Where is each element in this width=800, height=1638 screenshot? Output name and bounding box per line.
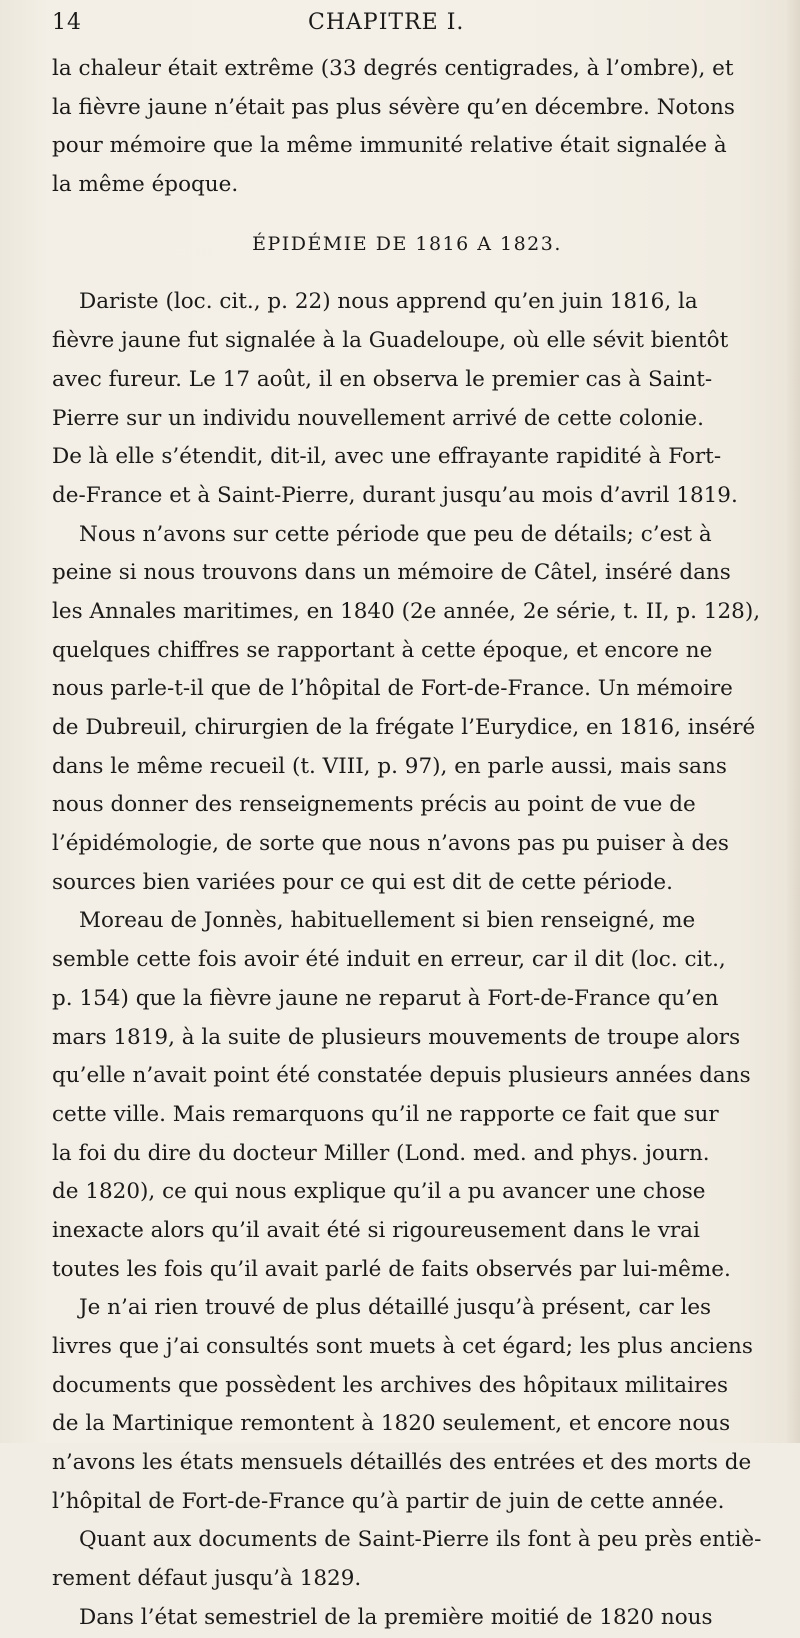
body-line: rement défaut jusqu’à 1829. [52,1566,362,1592]
body-line: la fièvre jaune n’était pas plus sévère qu’en décembre. Notons [52,94,735,120]
body-line: cette ville. Mais remarquons qu’il ne rapporte ce fait que sur [52,1101,719,1127]
body-line: de Dubreuil, chirurgien de la frégate l’Eurydice, en 1816, inséré [52,715,756,740]
body-line: de 1820), ce qui nous explique qu’il a pu avancer une chose [52,1179,706,1205]
body-line: De là elle s’étendit, dit-il, avec une effrayante rapidité à Fort- [52,444,722,470]
page-number: 14 [52,10,82,35]
paragraph-first-line: Dariste (loc. cit., p. 22) nous apprend qu’en juin 1816, la [79,289,698,315]
body-line: nous parle-t-il que de l’hôpital de Fort-de-France. Un mémoire [52,676,733,702]
section-title: ÉPIDÉMIE DE 1816 A 1823. [252,232,562,255]
paragraph-first-line: Dans l’état semestriel de la première moitié de 1820 nous [79,1604,713,1630]
body-line: sources bien variées pour ce qui est dit de cette période. [52,869,673,895]
body-line: Pierre sur un individu nouvellement arrivé de cette colonie. [52,405,704,431]
body-line: peine si nous trouvons dans un mémoire de Câtel, inséré dans [52,560,731,586]
body-line: avec fureur. Le 17 août, il en observa le premier cas à Saint- [52,366,713,392]
body-line: nous donner des renseignements précis au point de vue de [52,792,696,818]
body-line: qu’elle n’avait point été constatée depuis plusieurs années dans [52,1063,751,1089]
body-line: inexacte alors qu’il avait été si rigoureusement dans le vrai [52,1217,700,1243]
running-head: CHAPITRE I. [308,10,465,35]
body-line: de-France et à Saint-Pierre, durant jusqu’au mois d’avril 1819. [52,482,738,508]
body-line: p. 154) que la fièvre jaune ne reparut à Fort-de-France qu’en [52,985,719,1011]
body-line: de la Martinique remontent à 1820 seulement, et encore nous [52,1411,731,1437]
body-line: la même époque. [52,172,239,198]
body-line: pour mémoire que la même immunité relative était signalée à [52,133,727,159]
body-line: la chaleur était extrême (33 degrés centigrades, à l’ombre), et [52,56,734,81]
body-line: fièvre jaune fut signalée à la Guadeloupe, où elle sévit bientôt [52,328,729,354]
body-line: livres que j’ai consultés sont muets à cet égard; les plus anciens [52,1334,753,1359]
body-line: l’épidémologie, de sorte que nous n’avons pas pu puiser à des [52,831,729,857]
body-line: dans le même recueil (t. VIII, p. 97), en parle aussi, mais sans [52,753,727,779]
body-line: n’avons les états mensuels détaillés des entrées et des morts de [52,1450,752,1476]
paragraph-first-line: Nous n’avons sur cette période que peu de détails; c’est à [79,521,712,547]
body-line: toutes les fois qu’il avait parlé de faits observés par lui-même. [52,1256,731,1282]
body-line: quelques chiffres se rapportant à cette époque, et encore ne [52,637,713,663]
page-body [52,50,762,1638]
body-line: semble cette fois avoir été induit en erreur, car il dit (loc. cit., [52,947,726,973]
body-line: les Annales maritimes, en 1840 (2e année, 2e série, t. II, p. 128), [52,598,761,624]
body-line: l’hôpital de Fort-de-France qu’à partir de juin de cette année. [52,1488,725,1514]
page-header [52,6,758,42]
paragraph-first-line: Je n’ai rien trouvé de plus détaillé jusqu’à présent, car les [79,1295,712,1321]
body-line: documents que possèdent les archives des hôpitaux militaires [52,1372,729,1398]
body-line: mars 1819, à la suite de plusieurs mouvements de troupe alors [52,1024,741,1050]
paragraph-first-line: Quant aux documents de Saint-Pierre ils font à peu près entiè- [79,1527,762,1553]
body-line: la foi du dire du docteur Miller (Lond. med. and phys. journ. [52,1140,710,1166]
page-edge-shadow [786,0,800,1443]
paragraph-first-line: Moreau de Jonnès, habituellement si bien renseigné, me [79,908,696,934]
